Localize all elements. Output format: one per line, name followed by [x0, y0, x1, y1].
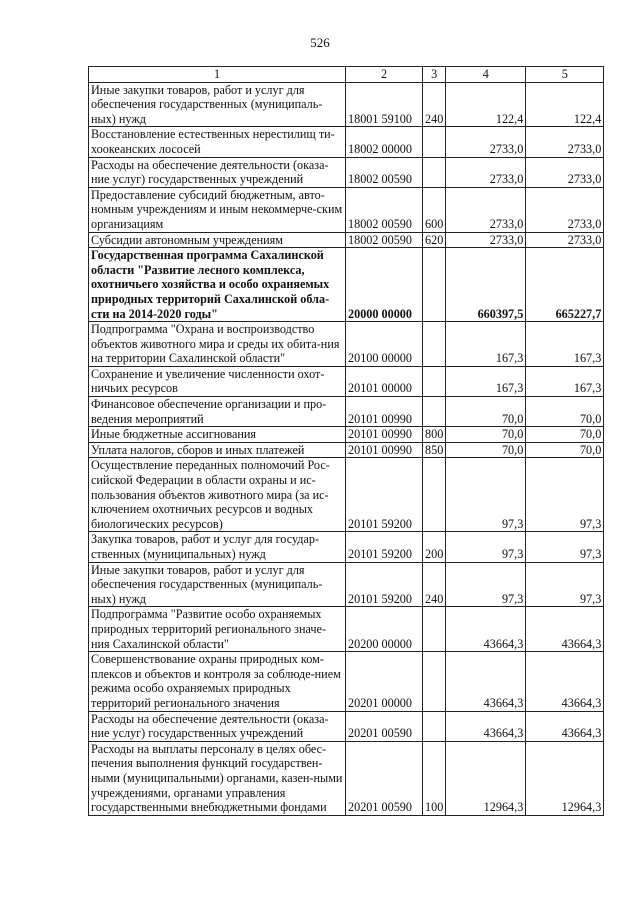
table-row	[89, 458, 604, 532]
header-col-2: 2	[346, 67, 423, 83]
row-value-col5: 43664,3	[526, 607, 604, 652]
row-code: 20101 00990	[346, 427, 423, 443]
row-value-col4: 2733,0	[446, 187, 526, 232]
row-value-col4: 43664,3	[446, 711, 526, 741]
row-value-col5: 122,4	[526, 82, 604, 127]
row-code: 20101 00000	[346, 366, 423, 396]
table-row	[89, 562, 604, 607]
row-expense-type: 800	[423, 427, 446, 443]
row-value-col5: 167,3	[526, 322, 604, 367]
row-code: 20201 00000	[346, 652, 423, 711]
row-name: Подпрограмма "Развитие особо охраняемых природных территорий регионального значе-ния Сахалинской области"	[89, 607, 346, 652]
row-expense-type: 850	[423, 442, 446, 458]
row-name: Иные закупки товаров, работ и услуг для обеспечения государственных (муниципаль-ных) нужд	[89, 562, 346, 607]
table-row	[89, 532, 604, 562]
row-name: Подпрограмма "Охрана и воспроизводство объектов животного мира и среды их обита-ния на территории Сахалинской области"	[89, 322, 346, 367]
row-expense-type	[423, 711, 446, 741]
row-name: Расходы на обеспечение деятельности (оказа-ние услуг) государственных учреждений	[89, 157, 346, 187]
row-value-col5: 97,3	[526, 532, 604, 562]
table-row	[89, 322, 604, 367]
row-value-col4: 12964,3	[446, 741, 526, 815]
row-value-col4: 70,0	[446, 397, 526, 427]
table-row	[89, 711, 604, 741]
row-value-col4: 97,3	[446, 562, 526, 607]
row-value-col5: 2733,0	[526, 157, 604, 187]
row-name: Предоставление субсидий бюджетным, авто-номным учреждениям и иным некоммерче-ским организациям	[89, 187, 346, 232]
row-expense-type	[423, 607, 446, 652]
table-row	[89, 82, 604, 127]
row-value-col5: 43664,3	[526, 652, 604, 711]
row-expense-type: 600	[423, 187, 446, 232]
table-row	[89, 157, 604, 187]
row-name: Уплата налогов, сборов и иных платежей	[89, 442, 346, 458]
header-col-1: 1	[89, 67, 346, 83]
row-name: Восстановление естественных нерестилищ ти-хоокеанских лососей	[89, 127, 346, 157]
row-name: Осуществление переданных полномочий Рос-сийской Федерации в области охраны и ис-пользования объектов животного мира (за ис-ключением охотничьих ресурсов и водных биологических ресурсов)	[89, 458, 346, 532]
row-expense-type: 240	[423, 562, 446, 607]
row-expense-type	[423, 322, 446, 367]
row-code: 20000 00000	[346, 248, 423, 322]
row-value-col5: 2733,0	[526, 187, 604, 232]
row-code: 18002 00000	[346, 127, 423, 157]
row-value-col4: 70,0	[446, 427, 526, 443]
row-expense-type: 620	[423, 232, 446, 248]
row-name: Расходы на обеспечение деятельности (оказа-ние услуг) государственных учреждений	[89, 711, 346, 741]
row-code: 20101 59200	[346, 532, 423, 562]
table-header-row	[89, 67, 604, 83]
row-name: Государственная программа Сахалинской области "Развитие лесного комплекса, охотничьего хозяйства и особо охраняемых природных территорий Сахалинской обла-сти на 2014-2020 годы"	[89, 248, 346, 322]
table-row	[89, 442, 604, 458]
row-value-col5: 97,3	[526, 458, 604, 532]
row-expense-type	[423, 458, 446, 532]
table-row	[89, 127, 604, 157]
row-code: 20101 00990	[346, 442, 423, 458]
row-value-col4: 43664,3	[446, 607, 526, 652]
table-row	[89, 366, 604, 396]
row-value-col5: 167,3	[526, 366, 604, 396]
row-value-col5: 12964,3	[526, 741, 604, 815]
row-name: Совершенствование охраны природных ком-плексов и объектов и контроля за соблюде-нием режима особо охраняемых природных территорий регионального значения	[89, 652, 346, 711]
row-value-col4: 2733,0	[446, 232, 526, 248]
row-value-col5: 97,3	[526, 562, 604, 607]
row-expense-type	[423, 157, 446, 187]
row-expense-type: 200	[423, 532, 446, 562]
table-row	[89, 652, 604, 711]
table-row	[89, 187, 604, 232]
row-code: 20100 00000	[346, 322, 423, 367]
row-name: Закупка товаров, работ и услуг для государ-ственных (муниципальных) нужд	[89, 532, 346, 562]
row-code: 20101 00990	[346, 397, 423, 427]
row-code: 18002 00590	[346, 187, 423, 232]
row-value-col4: 70,0	[446, 442, 526, 458]
table-row	[89, 232, 604, 248]
budget-table	[88, 66, 604, 816]
table-row	[89, 607, 604, 652]
row-name: Иные бюджетные ассигнования	[89, 427, 346, 443]
header-col-3: 3	[423, 67, 446, 83]
row-value-col4: 167,3	[446, 322, 526, 367]
header-col-4: 4	[446, 67, 526, 83]
row-value-col4: 660397,5	[446, 248, 526, 322]
row-value-col5: 70,0	[526, 397, 604, 427]
row-value-col4: 2733,0	[446, 127, 526, 157]
row-code: 18002 00590	[346, 157, 423, 187]
row-expense-type: 240	[423, 82, 446, 127]
row-value-col5: 2733,0	[526, 127, 604, 157]
row-code: 18001 59100	[346, 82, 423, 127]
row-name: Иные закупки товаров, работ и услуг для обеспечения государственных (муниципаль-ных) нужд	[89, 82, 346, 127]
row-value-col4: 122,4	[446, 82, 526, 127]
row-value-col4: 97,3	[446, 458, 526, 532]
row-code: 20101 59200	[346, 458, 423, 532]
table-row	[89, 248, 604, 322]
row-expense-type	[423, 248, 446, 322]
row-code: 18002 00590	[346, 232, 423, 248]
table-row	[89, 397, 604, 427]
row-expense-type: 100	[423, 741, 446, 815]
row-value-col5: 2733,0	[526, 232, 604, 248]
row-value-col5: 665227,7	[526, 248, 604, 322]
row-expense-type	[423, 397, 446, 427]
row-code: 20201 00590	[346, 711, 423, 741]
row-code: 20201 00590	[346, 741, 423, 815]
page-number: 526	[310, 35, 330, 50]
row-name: Сохранение и увеличение численности охот-ничьих ресурсов	[89, 366, 346, 396]
row-code: 20200 00000	[346, 607, 423, 652]
row-value-col5: 43664,3	[526, 711, 604, 741]
row-value-col4: 43664,3	[446, 652, 526, 711]
row-value-col5: 70,0	[526, 442, 604, 458]
header-col-5: 5	[526, 67, 604, 83]
row-name: Расходы на выплаты персоналу в целях обес-печения выполнения функций государствен-ными (муниципальными) органами, казен-ными учреждениями, органами управления государственными внебюджетными фондами	[89, 741, 346, 815]
table-row	[89, 427, 604, 443]
row-expense-type	[423, 652, 446, 711]
table-row	[89, 741, 604, 815]
row-code: 20101 59200	[346, 562, 423, 607]
row-name: Субсидии автономным учреждениям	[89, 232, 346, 248]
row-value-col4: 167,3	[446, 366, 526, 396]
row-name: Финансовое обеспечение организации и про-ведения мероприятий	[89, 397, 346, 427]
row-value-col4: 97,3	[446, 532, 526, 562]
row-value-col4: 2733,0	[446, 157, 526, 187]
row-value-col5: 70,0	[526, 427, 604, 443]
row-expense-type	[423, 366, 446, 396]
row-expense-type	[423, 127, 446, 157]
